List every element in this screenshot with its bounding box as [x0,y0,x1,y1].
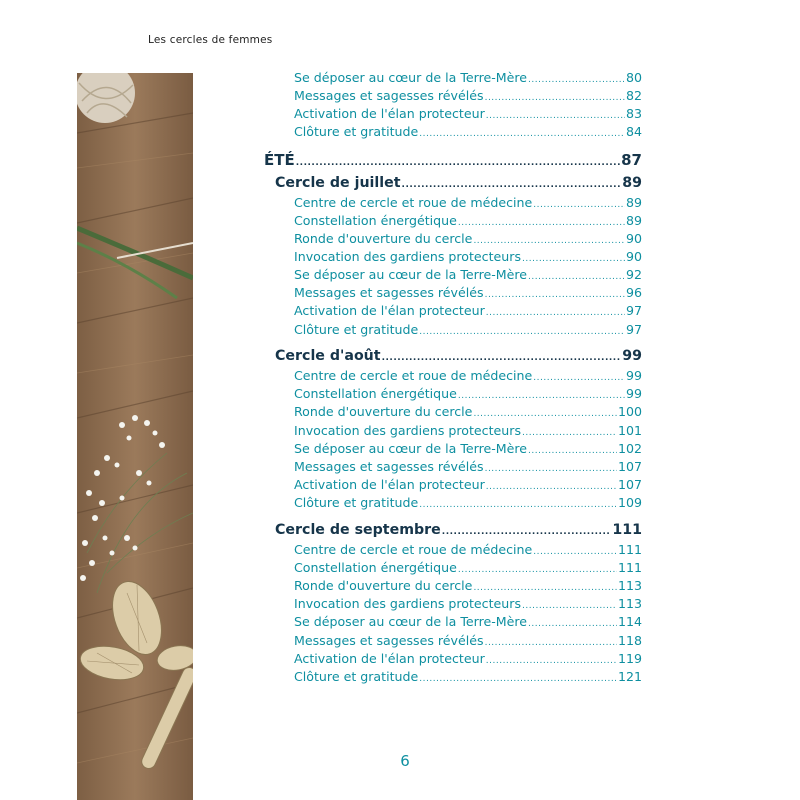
toc-circle-heading[interactable] [264,175,642,195]
toc-entry-page: 107 [617,477,642,493]
toc-entry-page: 99 [625,368,642,384]
dot-leader [473,409,617,419]
circle-page: 111 [612,521,642,538]
dot-leader [419,500,617,510]
toc-entry[interactable] [264,303,642,321]
toc-entry-title: Invocation des gardiens protecteurs [294,596,522,612]
toc-entry[interactable] [264,596,642,614]
toc-entry-title: Se déposer au cœur de la Terre-Mère [294,440,528,456]
toc-circle-heading[interactable] [264,522,642,542]
toc-entry[interactable] [264,106,642,124]
toc-entry-title: Se déposer au cœur de la Terre-Mère [294,614,528,630]
toc-entry[interactable] [264,441,642,459]
dot-leader [419,129,625,139]
dot-leader [533,200,625,210]
toc-entry[interactable] [264,477,642,495]
toc-entry-page: 114 [617,614,642,630]
season-title: ÉTÉ [264,150,295,169]
toc-entry-page: 83 [625,106,642,122]
toc-entry[interactable] [264,124,642,142]
toc-circle-heading[interactable] [264,348,642,368]
toc-entry[interactable] [264,578,642,596]
toc-entry-title: Constellation énergétique [294,212,457,228]
toc-entry[interactable] [264,70,642,88]
toc-entry-page: 89 [625,194,642,210]
page-number: 6 [400,752,410,770]
toc-entry[interactable] [264,542,642,560]
dot-leader [486,111,625,121]
table-of-contents [264,70,642,687]
toc-entry-page: 102 [617,440,642,456]
dot-leader [402,180,622,190]
toc-entry-page: 118 [617,632,642,648]
dot-leader [528,446,617,456]
toc-entry-title: Invocation des gardiens protecteurs [294,422,522,438]
toc-entry-title: Se déposer au cœur de la Terre-Mère [294,70,528,85]
dot-leader [473,583,617,593]
toc-entry-title: Invocation des gardiens protecteurs [294,248,522,264]
toc-entry-page: 96 [625,285,642,301]
circle-page: 99 [622,348,642,365]
toc-entry-title: Centre de cercle et roue de médecine [294,194,533,210]
toc-entry-page: 113 [617,596,642,612]
dot-leader [522,428,617,438]
dot-leader [533,373,625,383]
dot-leader [458,391,625,401]
toc-entry-page: 107 [617,458,642,474]
toc-entry-page: 111 [617,559,642,575]
toc-entry[interactable] [264,633,642,651]
toc-entry[interactable] [264,404,642,422]
toc-entry-page: 92 [625,267,642,283]
dot-leader [458,565,617,575]
dot-leader [485,464,617,474]
running-header: Les cercles de femmes [148,34,273,46]
toc-entry-page: 89 [625,212,642,228]
toc-entry-page: 100 [617,404,642,420]
toc-entry-title: Centre de cercle et roue de médecine [294,368,533,384]
toc-entry[interactable] [264,386,642,404]
toc-entry-page: 90 [625,248,642,264]
toc-entry-title: Se déposer au cœur de la Terre-Mère [294,267,528,283]
toc-entry[interactable] [264,459,642,477]
toc-entry-page: 113 [617,578,642,594]
toc-entry-title: Messages et sagesses révélés [294,458,484,474]
toc-entry-page: 97 [625,303,642,319]
dot-leader [486,482,617,492]
toc-entry-page: 90 [625,230,642,246]
toc-entry-title: Clôture et gratitude [294,321,419,337]
toc-entry[interactable] [264,213,642,231]
toc-entry-title: Activation de l'élan protecteur [294,650,485,666]
dot-leader [486,656,617,666]
toc-entry-title: Messages et sagesses révélés [294,632,484,648]
dot-leader [296,158,620,168]
toc-entry[interactable] [264,560,642,578]
toc-entry[interactable] [264,249,642,267]
toc-entry[interactable] [264,322,642,340]
toc-entry-page: 111 [617,541,642,557]
dot-leader [485,290,625,300]
dot-leader [528,619,617,629]
dot-leader [522,601,617,611]
dot-leader [485,638,617,648]
toc-entry[interactable] [264,231,642,249]
toc-entry-title: Constellation énergétique [294,386,457,402]
toc-entry[interactable] [264,495,642,513]
toc-entry[interactable] [264,285,642,303]
toc-entry-title: Activation de l'élan protecteur [294,477,485,493]
toc-entry-title: Messages et sagesses révélés [294,88,484,104]
toc-entry-page: 121 [617,668,642,684]
toc-entry[interactable] [264,88,642,106]
toc-entry-page: 84 [625,124,642,140]
toc-entry[interactable] [264,267,642,285]
toc-entry-title: Ronde d'ouverture du cercle [294,578,473,594]
dot-leader [533,547,617,557]
toc-entry-title: Ronde d'ouverture du cercle [294,404,473,420]
circle-title: Cercle de septembre [275,521,441,538]
circle-title: Cercle d'août [275,348,381,365]
dot-leader [528,75,625,85]
toc-entry-title: Clôture et gratitude [294,495,419,511]
toc-entry-page: 101 [617,422,642,438]
toc-entry[interactable] [264,423,642,441]
toc-entry-page: 119 [617,650,642,666]
toc-entry-page: 99 [625,386,642,402]
toc-entry[interactable] [264,614,642,632]
toc-entry-title: Activation de l'élan protecteur [294,303,485,319]
dot-leader [458,218,625,228]
toc-entry[interactable] [264,651,642,669]
dot-leader [522,254,625,264]
toc-entry-title: Clôture et gratitude [294,668,419,684]
toc-entry[interactable] [264,195,642,213]
toc-entry[interactable] [264,669,642,687]
dot-leader [442,527,612,537]
spacer [264,340,642,349]
spacer [264,513,642,522]
dot-leader [419,674,617,684]
wood-dragonfly-illustration [77,73,193,800]
toc-entry[interactable] [264,368,642,386]
circle-page: 89 [622,174,642,191]
dot-leader [528,272,625,282]
toc-entry-title: Ronde d'ouverture du cercle [294,230,473,246]
toc-season-heading[interactable] [264,151,642,175]
toc-entry-title: Centre de cercle et roue de médecine [294,541,533,557]
toc-entry-page: 80 [625,70,642,85]
toc-entry-title: Clôture et gratitude [294,124,419,140]
dot-leader [419,327,625,337]
dot-leader [485,93,625,103]
toc-entry-page: 109 [617,495,642,511]
dot-leader [486,308,625,318]
decorative-photo [77,73,193,800]
toc-entry-title: Messages et sagesses révélés [294,285,484,301]
dot-leader [473,236,625,246]
season-page: 87 [621,150,642,169]
toc-entry-title: Activation de l'élan protecteur [294,106,485,122]
toc-entry-page: 82 [625,88,642,104]
dot-leader [382,353,622,363]
toc-entry-title: Constellation énergétique [294,559,457,575]
toc-entry-page: 97 [625,321,642,337]
circle-title: Cercle de juillet [275,174,401,191]
